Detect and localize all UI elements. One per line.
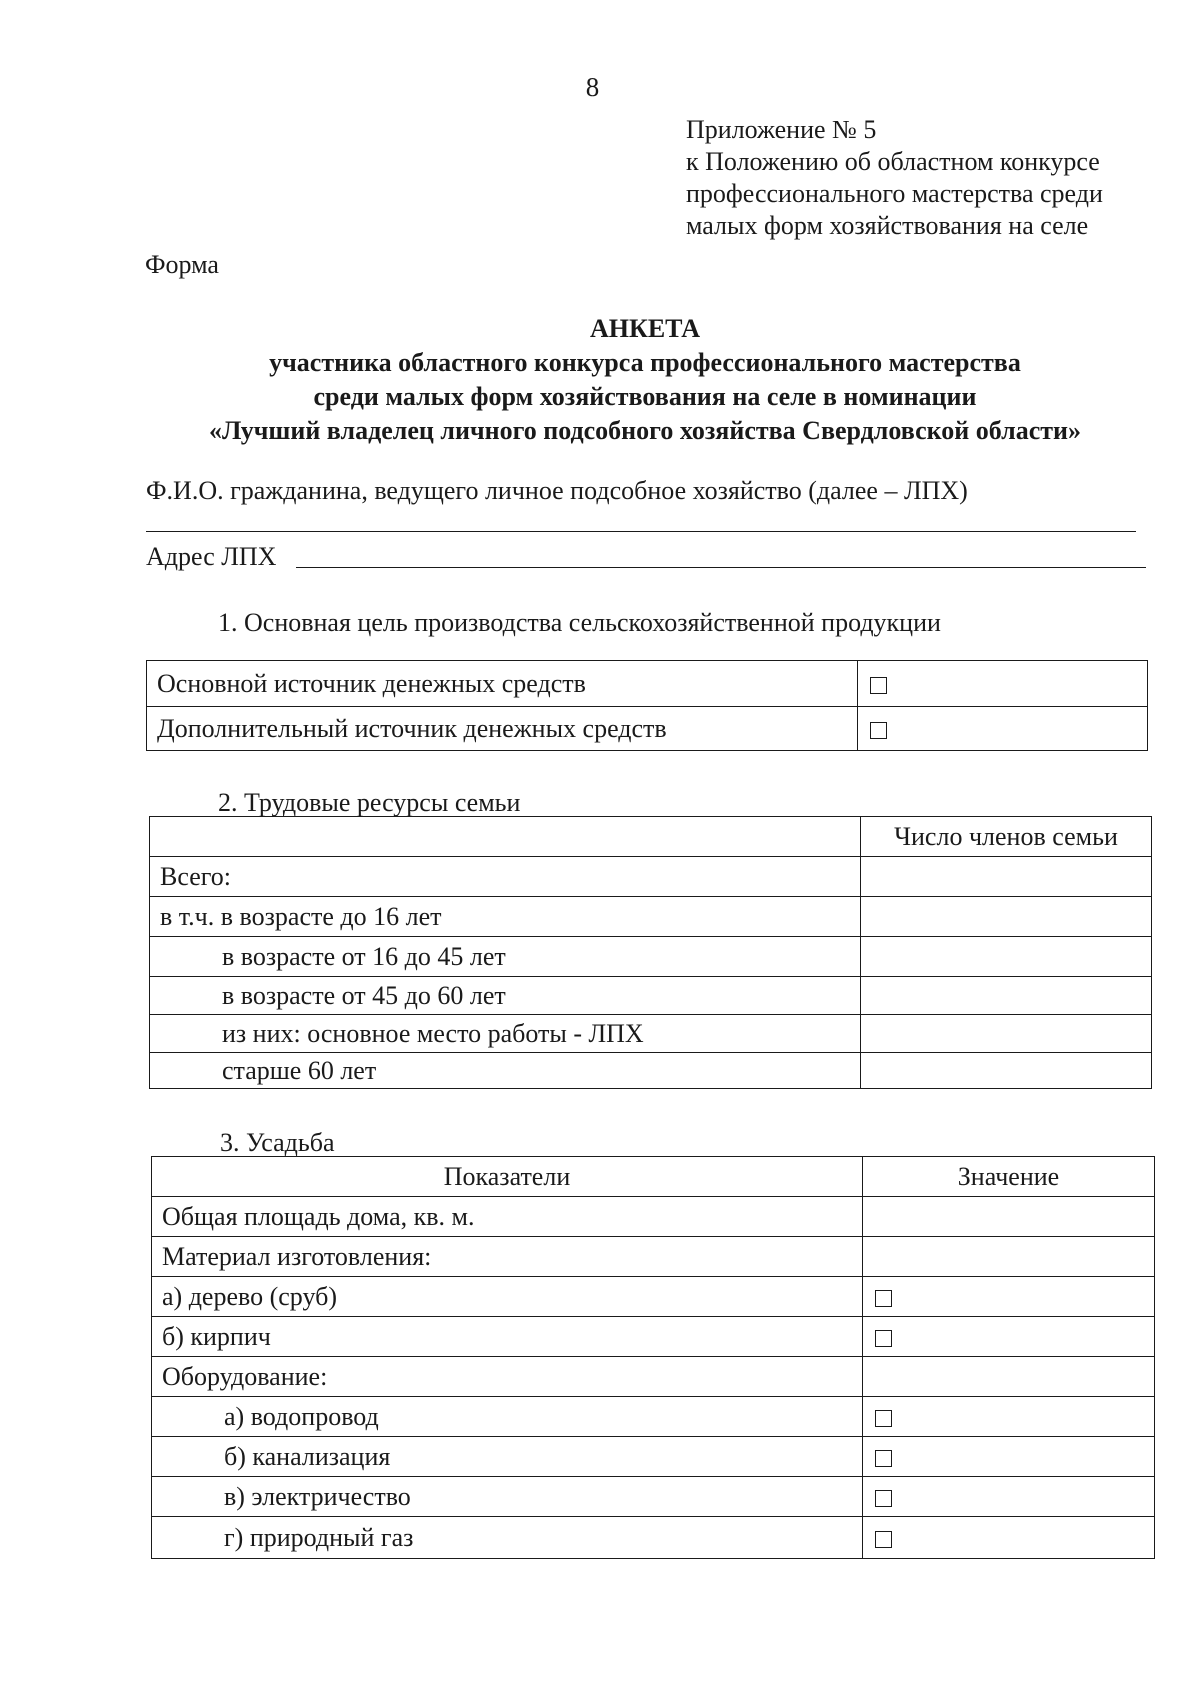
checkbox-cell — [863, 1517, 1155, 1559]
table-row — [152, 1317, 1155, 1357]
table-row — [147, 661, 1148, 707]
row-label: из них: основное место работы - ЛПХ — [150, 1015, 861, 1053]
value-cell[interactable] — [861, 937, 1152, 977]
section1-heading: 1. Основная цель производства сельскохозяйственной продукции — [218, 608, 941, 637]
address-fill-line[interactable] — [296, 567, 1146, 568]
fio-label: Ф.И.О. гражданина, ведущего личное подсобное хозяйство (далее – ЛПХ) — [146, 476, 968, 505]
section2-table — [149, 816, 1152, 1089]
checkbox-cell — [863, 1437, 1155, 1477]
table-row — [150, 977, 1152, 1015]
table-row — [150, 857, 1152, 897]
form-label: Форма — [145, 250, 219, 279]
table-row — [150, 1015, 1152, 1053]
table-row — [147, 707, 1148, 751]
row-label: г) природный газ — [152, 1517, 863, 1559]
row-label: в возрасте от 45 до 60 лет — [150, 977, 861, 1015]
page-number: 8 — [585, 72, 600, 102]
value-cell[interactable] — [861, 1053, 1152, 1089]
row-label: в т.ч. в возрасте до 16 лет — [150, 897, 861, 937]
document-title — [0, 312, 1200, 448]
row-label: Общая площадь дома, кв. м. — [152, 1197, 863, 1237]
table-row — [150, 1053, 1152, 1089]
table-row — [150, 937, 1152, 977]
column-header: Показатели — [152, 1157, 863, 1197]
checkbox[interactable] — [875, 1490, 892, 1507]
row-label: Оборудование: — [152, 1357, 863, 1397]
section1-table — [146, 660, 1148, 751]
checkbox-cell — [863, 1277, 1155, 1317]
table-header-row — [152, 1157, 1155, 1197]
appendix-note — [686, 114, 1103, 242]
row-label: а) дерево (сруб) — [152, 1277, 863, 1317]
section2-heading: 2. Трудовые ресурсы семьи — [218, 788, 521, 817]
checkbox-cell — [863, 1397, 1155, 1437]
title-line: «Лучший владелец личного подсобного хозяйства Свердловской области» — [209, 416, 1081, 445]
table-row — [150, 897, 1152, 937]
row-label: а) водопровод — [152, 1397, 863, 1437]
table-row — [152, 1437, 1155, 1477]
title-line: среди малых форм хозяйствования на селе в номинации — [313, 382, 977, 411]
section3-heading: 3. Усадьба — [220, 1128, 335, 1157]
row-label: старше 60 лет — [150, 1053, 861, 1089]
value-cell — [863, 1237, 1155, 1277]
row-label: в возрасте от 16 до 45 лет — [150, 937, 861, 977]
checkbox[interactable] — [875, 1410, 892, 1427]
value-cell[interactable] — [861, 897, 1152, 937]
value-cell — [863, 1357, 1155, 1397]
table-row — [152, 1277, 1155, 1317]
title-line: участника областного конкурса профессионального мастерства — [269, 348, 1021, 377]
table-row — [152, 1397, 1155, 1437]
table-row — [152, 1197, 1155, 1237]
table-header-row — [150, 817, 1152, 857]
column-header: Число членов семьи — [861, 817, 1152, 857]
value-cell[interactable] — [861, 977, 1152, 1015]
row-label: б) канализация — [152, 1437, 863, 1477]
checkbox-cell — [858, 707, 1148, 751]
row-label: Основной источник денежных средств — [147, 661, 858, 707]
column-header: Значение — [863, 1157, 1155, 1197]
row-label: Материал изготовления: — [152, 1237, 863, 1277]
checkbox[interactable] — [875, 1330, 892, 1347]
checkbox-cell — [863, 1317, 1155, 1357]
section3-table — [151, 1156, 1155, 1559]
table-row — [152, 1357, 1155, 1397]
appendix-line: профессионального мастерства среди — [686, 179, 1103, 208]
row-label: б) кирпич — [152, 1317, 863, 1357]
checkbox[interactable] — [875, 1290, 892, 1307]
appendix-line: Приложение № 5 — [686, 115, 877, 144]
address-label: Адрес ЛПХ — [146, 542, 277, 571]
appendix-line: малых форм хозяйствования на селе — [686, 211, 1089, 240]
title-line: АНКЕТА — [589, 314, 701, 343]
table-row — [152, 1237, 1155, 1277]
checkbox[interactable] — [870, 722, 887, 739]
value-cell[interactable] — [863, 1197, 1155, 1237]
row-label: в) электричество — [152, 1477, 863, 1517]
value-cell[interactable] — [861, 1015, 1152, 1053]
table-row — [152, 1517, 1155, 1559]
checkbox-cell — [863, 1477, 1155, 1517]
row-label: Всего: — [150, 857, 861, 897]
checkbox-cell — [858, 661, 1148, 707]
table-row — [152, 1477, 1155, 1517]
checkbox[interactable] — [875, 1450, 892, 1467]
appendix-line: к Положению об областном конкурсе — [686, 147, 1100, 176]
fio-fill-line[interactable] — [146, 531, 1136, 532]
checkbox[interactable] — [875, 1531, 892, 1548]
header-empty-cell — [150, 817, 861, 857]
value-cell[interactable] — [861, 857, 1152, 897]
row-label: Дополнительный источник денежных средств — [147, 707, 858, 751]
checkbox[interactable] — [870, 677, 887, 694]
